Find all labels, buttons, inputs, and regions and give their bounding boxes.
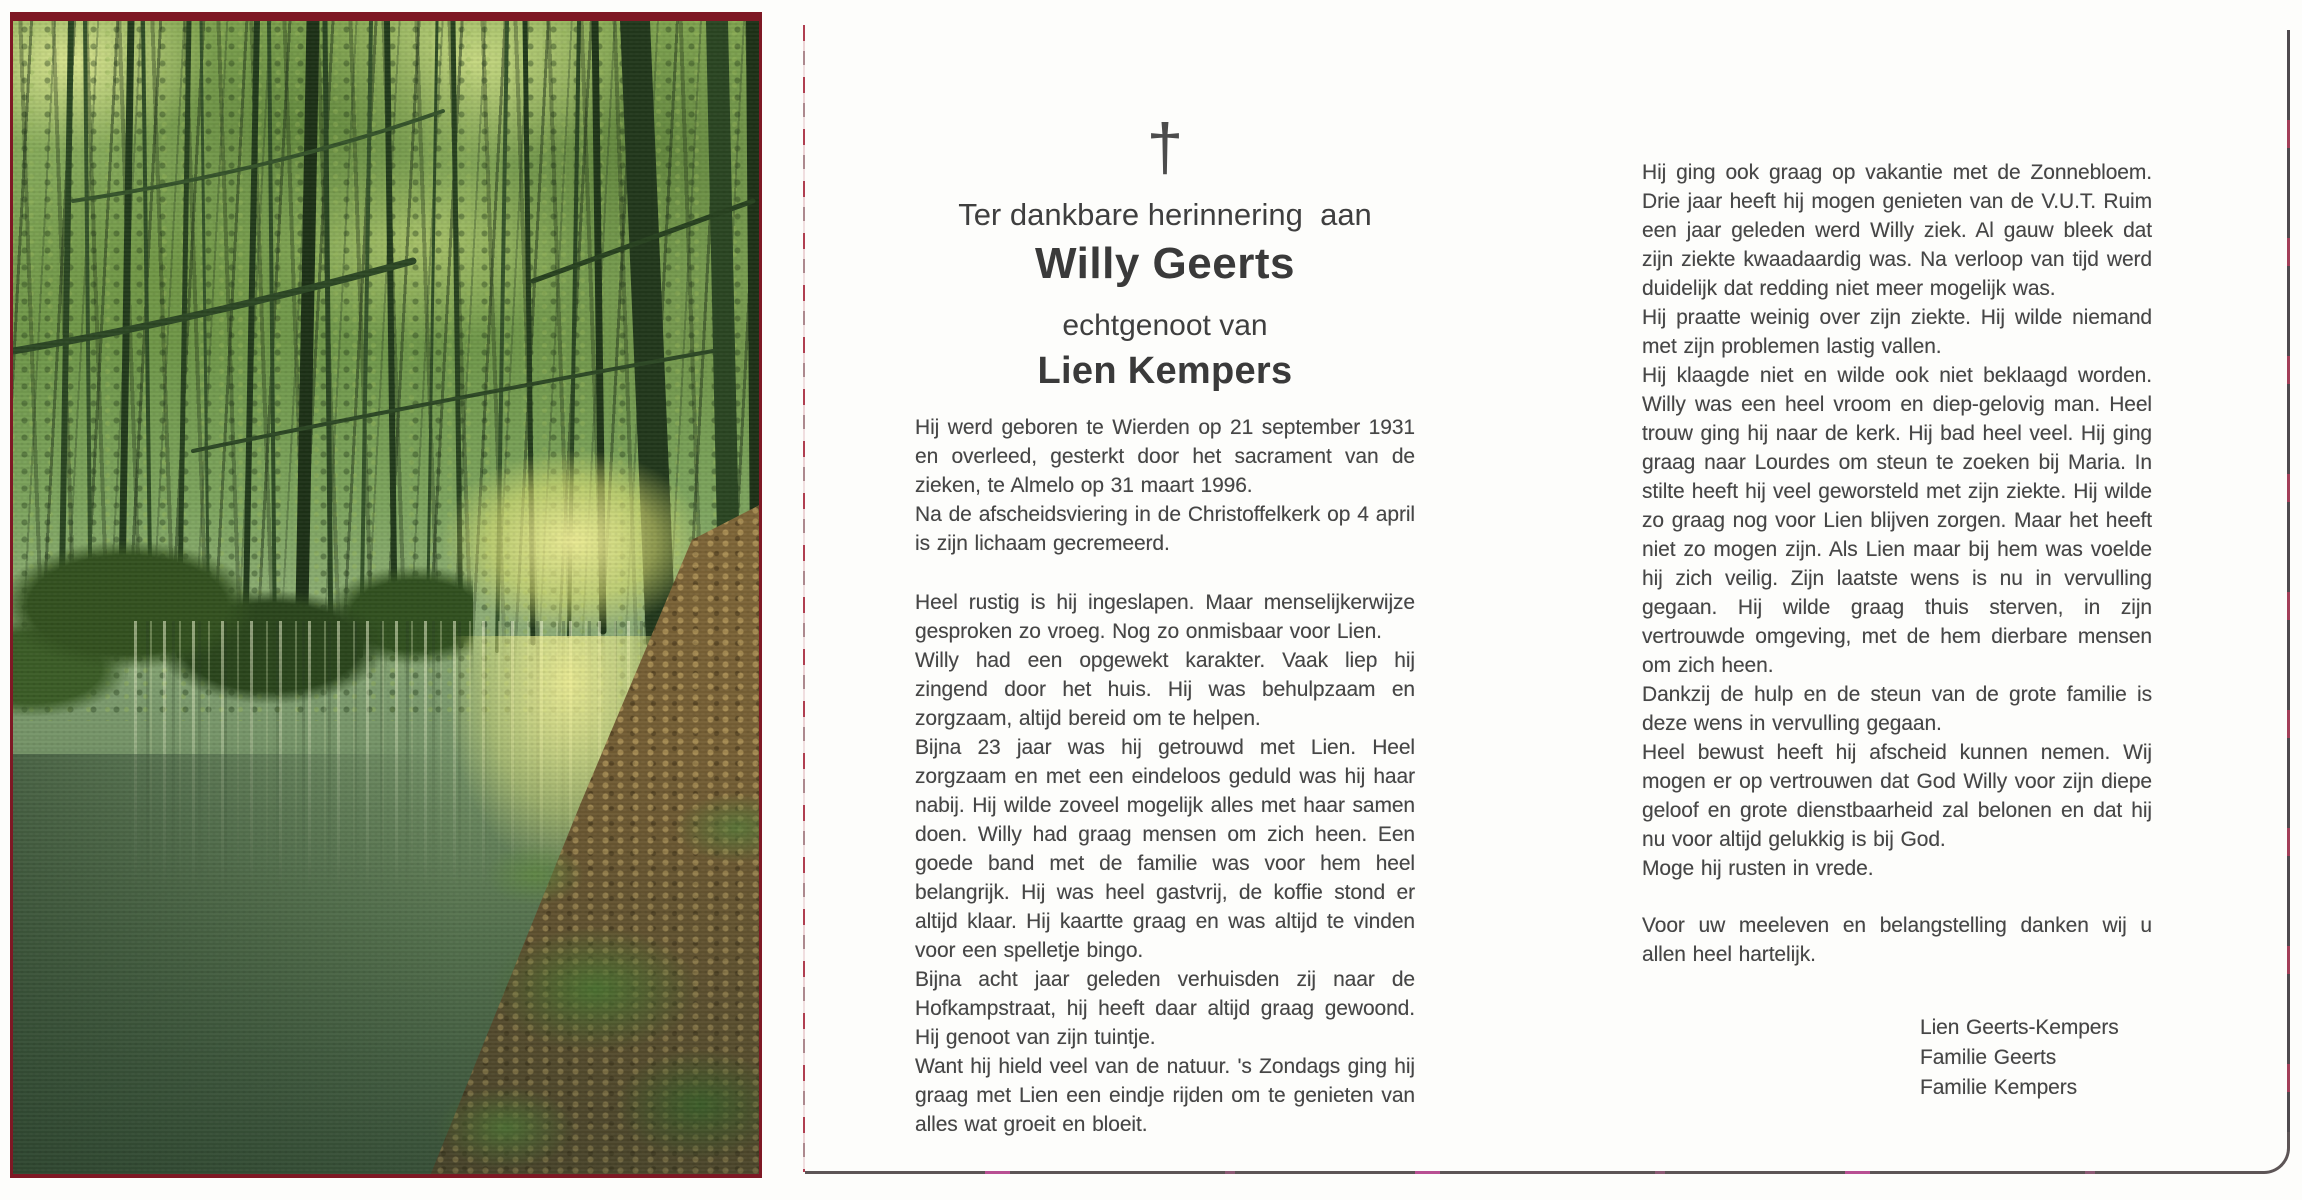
signature-line: Familie Kempers — [1920, 1076, 2078, 1099]
paragraph: Heel bewust heeft hij afscheid kunnen nemen. Wij mogen er op vertrouwen dat God Willy voor zijn diepe geloof en grote dienstbaarheid zal belonen en dat hij nu voor altijd gelukkig is bij God. — [1642, 741, 2152, 851]
paragraph: Hij werd geboren te Wierden op 21 september 1931 en overleed, gesterkt door het sacrament van de zieken, te Almelo op 31 maart 1996. — [915, 416, 1415, 498]
card-bottom-edge — [805, 1171, 2253, 1174]
dedication-line: Ter dankbare herinnering aan — [958, 197, 1372, 232]
paragraph: Bijna 23 jaar was hij getrouwd met Lien. Heel zorgzaam en met een eindeloos geduld was hij haar nabij. Hij wilde zoveel mogelijk alles met haar samen doen. Willy had graag mensen om zich heen. Een goede band met de familie was voor hem heel belangrijk. Hij was heel gastvrij, de koffie stond er altijd klaar. Hij kaartte graag en was altijd te vinden voor een spelletje bingo. — [915, 736, 1415, 963]
biography-continued-block — [1642, 158, 2152, 883]
thanks-block — [1642, 911, 2152, 969]
signatures-block — [1920, 1013, 2152, 1103]
paragraph: Willy had een opgewekt karakter. Vaak liep hij zingend door het huis. Hij was behulpzaam en zorgzaam, altijd bereid om te helpen. — [915, 649, 1415, 731]
birth-death-block — [915, 413, 1415, 558]
paragraph: Dankzij de hulp en de steun van de grote familie is deze wens in vervulling gegaan. — [1642, 683, 2152, 735]
paragraph: Hij praatte weinig over zijn ziekte. Hij wilde niemand met zijn problemen lastig vallen. — [1642, 306, 2152, 358]
card-rounded-corner — [2250, 1132, 2290, 1174]
paragraph: Moge hij rusten in vrede. — [1642, 857, 1874, 880]
inner-right-page — [1642, 140, 2152, 1103]
memorial-photo — [10, 12, 762, 1178]
photo-scan-grain — [13, 21, 759, 1174]
spouse-name: Lien Kempers — [1037, 349, 1293, 392]
paragraph: Bijna acht jaar geleden verhuisden zij naar de Hofkampstraat, hij heeft daar altijd graag gewoond. Hij genoot van zijn tuintje. — [915, 968, 1415, 1050]
cross-icon: † — [1146, 110, 1184, 184]
deceased-name: Willy Geerts — [1035, 239, 1295, 289]
card-right-edge — [2287, 30, 2290, 1133]
paragraph: Want hij hield veel van de natuur. 's Zondags ging hij graag met Lien een eindje rijden om te genieten van alles wat groeit en bloeit. — [915, 1055, 1415, 1137]
signature-line: Lien Geerts-Kempers — [1920, 1016, 2119, 1039]
paragraph: Hij klaagde niet en wilde ook niet beklaagd worden. Willy was een heel vroom en diep-gelovig man. Heel trouw ging hij naar de kerk. Hij bad heel veel. Hij ging graag naar Lourdes om steun te zoeken bij Maria. In stilte heeft hij veel geworsteld met zijn ziekte. Hij wilde zo graag nog voor Lien blijven zorgen. Maar het heeft niet zo mogen zijn. Als Lien maar bij hem was voelde hij zich veilig. Zijn laatste wens is nu in vervulling gegaan. Hij wilde graag thuis sterven, in zijn vertrouwde omgeving, met de hem dierbare mensen om zich heen. — [1642, 364, 2152, 677]
closing-paragraph: Voor uw meeleven en belangstelling danken wij u allen heel hartelijk. — [1642, 914, 2152, 966]
card-fold-line — [803, 25, 805, 1172]
paragraph: Hij ging ook graag op vakantie met de Zonnebloem. Drie jaar heeft hij mogen genieten van de V.U.T. Ruim een jaar geleden werd Willy ziek. Al gauw bleek dat zijn ziekte kwaadaardig was. Na verloop van tijd werd duidelijk dat redding niet meer mogelijk was. — [1642, 161, 2152, 300]
relation-line: echtgenoot van — [1062, 308, 1268, 342]
paragraph: Heel rustig is hij ingeslapen. Maar menselijkerwijze gesproken zo vroeg. Nog zo onmisbaar voor Lien. — [915, 591, 1415, 644]
signature-line: Familie Geerts — [1920, 1046, 2057, 1069]
paragraph: Na de afscheidsviering in de Christoffelkerk op 4 april is zijn lichaam gecremeerd. — [915, 503, 1415, 556]
biography-block — [915, 588, 1415, 1139]
inner-left-page — [915, 100, 1415, 1139]
